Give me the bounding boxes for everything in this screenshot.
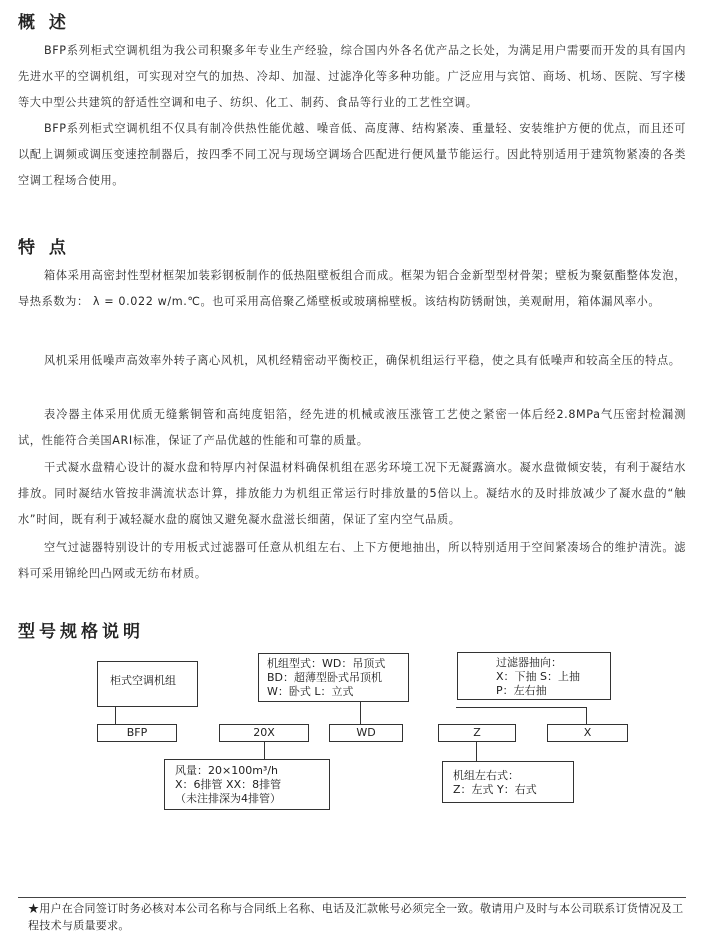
box-unit-name — [97, 661, 198, 707]
connector-filter-horizontal — [456, 707, 587, 708]
overview-paragraph-2: BFP系列柜式空调机组不仅具有制冷供热性能优越、噪音低、高度薄、结构紧凑、重量轻、安装维护方便的优点，而且还可以配上调频或调压变速控制器后，按四季不同工况与现场空调场合匹配进行便风量节能运行。因此特别适用于建筑物紧凑的各类空调工程场合使用。 — [18, 122, 686, 187]
footer-divider — [18, 897, 686, 898]
features-paragraph-cabinet: 箱体采用高密封性型材框架加装彩钢板制作的低热阻壁板组合而成。框架为铝合金新型型材骨架；壁板为聚氨酯整体发泡，导热系数为： λ = 0.022 w/m.℃。也可采用高倍聚乙烯壁板或玻璃棉壁板。该结构防锈耐蚀，美观耐用，箱体漏风率小。 — [18, 269, 686, 308]
features-paragraph-drain-pan: 干式凝水盘精心设计的凝水盘和特厚内衬保温材料确保机组在恶劣环境工况下无凝露滴水。凝水盘微倾安装，有利于凝结水排放。同时凝结水管按非满流状态计算，排放能力为机组正常运行时排放量的5倍以上。凝结水的及时排放减少了凝水盘的“触水”时间，既有利于减轻凝水盘的腐蚀又避免凝水盘滋长细菌，保证了室内空气品质。 — [18, 461, 686, 526]
airflow-line-3: （未注排深为4排管） — [175, 792, 281, 805]
filter-line-3: P：左右抽 — [496, 684, 547, 697]
box-airflow — [164, 759, 330, 810]
connector-type — [360, 702, 361, 724]
airflow-line-1: 风量：20×100m³/h — [175, 764, 279, 777]
filter-line-1: 过滤器抽向： — [496, 656, 562, 669]
box-filter-direction — [457, 652, 611, 700]
code-x: X — [547, 724, 628, 742]
overview-paragraph-1: BFP系列柜式空调机组为我公司积聚多年专业生产经验，综合国内外各名优产品之长处，为满足用户需要而开发的具有国内先进水平的空调机组，可实现对空气的加热、冷却、加湿、过滤净化等多种功能。广泛应用与宾馆、商场、机场、医院、写字楼等大中型公共建筑的舒适性空调和电子、纺织、化工、制药、食品等行业的工艺性空调。 — [18, 44, 686, 109]
code-20x: 20X — [219, 724, 309, 742]
footer-note: ★用户在合同签订时务必核对本公司名称与合同纸上名称、电话及汇款帐号必须完全一致。敬请用户及时与本公司联系订货情况及工程技术与质量要求。 — [28, 902, 684, 932]
side-line-2: Z：左式 Y：右式 — [453, 783, 537, 796]
code-bfp: BFP — [97, 724, 177, 742]
features-heading: 特 点 — [18, 238, 70, 258]
unit-type-line-1: 机组型式：WD：吊顶式 — [267, 657, 386, 670]
unit-name-text: 柜式空调机组 — [110, 674, 176, 687]
code-z: Z — [438, 724, 516, 742]
filter-line-2: X：下抽 S：上抽 — [496, 670, 581, 683]
features-paragraph-coil: 表冷器主体采用优质无缝紫铜管和高纯度铝箔，经先进的机械或液压涨管工艺使之紧密一体后经2.8MPa气压密封检漏测试，性能符合美国ARI标准，保证了产品优越的性能和可靠的质量。 — [18, 408, 686, 447]
connector-filter-vertical — [586, 707, 587, 724]
box-unit-type — [258, 653, 409, 702]
connector-name — [115, 707, 116, 724]
side-line-1: 机组左右式： — [453, 769, 519, 782]
code-wd: WD — [329, 724, 403, 742]
connector-side — [476, 741, 477, 761]
features-paragraph-fan: 风机采用低噪声高效率外转子离心风机，风机经精密动平衡校正，确保机组运行平稳，使之具有低噪声和较高全压的特点。 — [44, 354, 681, 367]
connector-air — [264, 741, 265, 759]
unit-type-line-3: W：卧式 L：立式 — [267, 685, 354, 698]
model-heading: 型号规格说明 — [18, 622, 144, 642]
unit-type-line-2: BD：超薄型卧式吊顶机 — [267, 671, 383, 684]
box-side-type — [442, 761, 574, 803]
features-paragraph-filter: 空气过滤器特别设计的专用板式过滤器可任意从机组左右、上下方便地抽出，所以特别适用于空间紧凑场合的维护清洗。滤料可采用锦纶凹凸网或无纺布材质。 — [18, 541, 686, 580]
overview-heading: 概 述 — [18, 13, 70, 33]
airflow-line-2: X：6排管 XX：8排管 — [175, 778, 282, 791]
